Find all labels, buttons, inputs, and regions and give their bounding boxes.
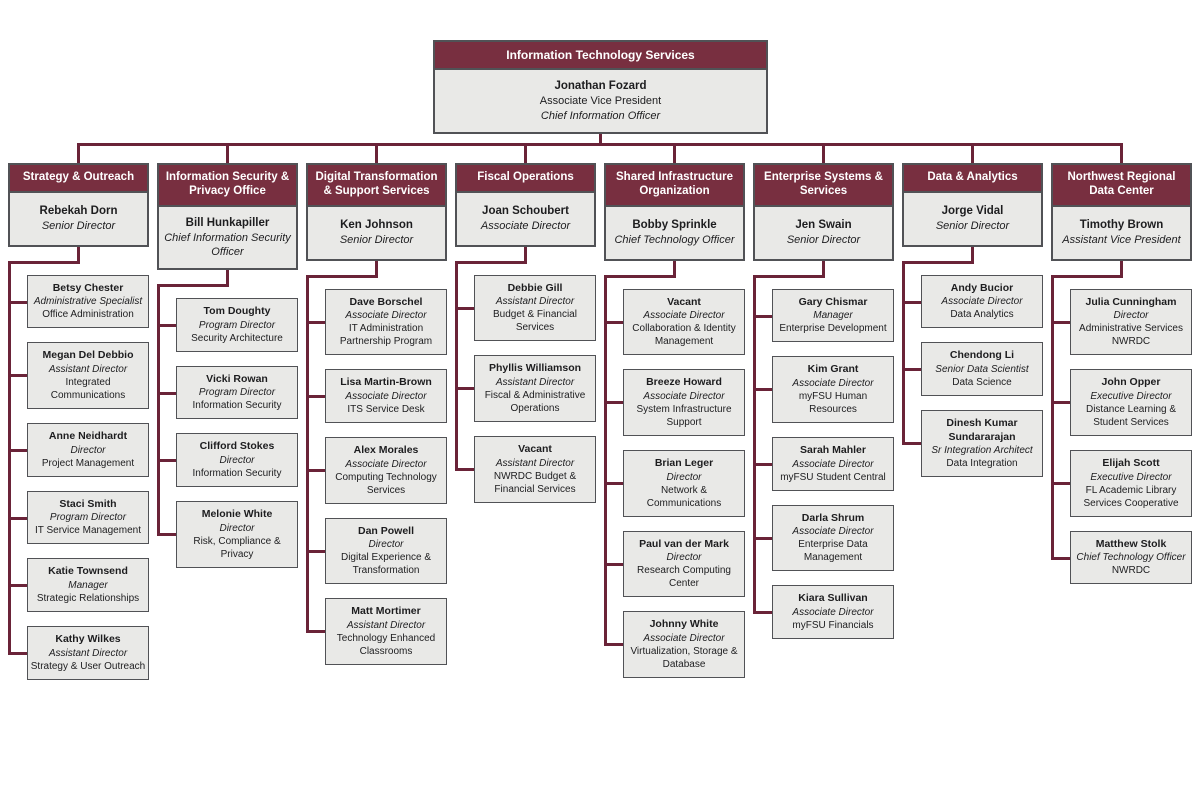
department-reports bbox=[176, 298, 298, 568]
staff-role: Executive Director bbox=[1090, 471, 1172, 483]
staff-unit: Information Security bbox=[192, 468, 282, 480]
connector-line bbox=[971, 247, 974, 261]
staff-role: Associate Director bbox=[792, 377, 874, 389]
department-title: Digital Transformation & Support Services bbox=[308, 165, 445, 207]
staff-unit: IT Administration Partnership Program bbox=[339, 323, 433, 348]
staff-role: Manager bbox=[68, 580, 108, 591]
department-head-box bbox=[8, 163, 149, 247]
staff-name: Gary Chismar bbox=[798, 295, 868, 308]
staff-unit: Office Administration bbox=[42, 309, 134, 321]
staff-role: Associate Director bbox=[345, 310, 427, 322]
staff-name: Alex Morales bbox=[353, 443, 419, 456]
connector-line bbox=[753, 275, 825, 278]
department-head-box bbox=[157, 163, 298, 270]
staff-box bbox=[623, 611, 745, 678]
org-column bbox=[306, 163, 447, 679]
org-column bbox=[902, 163, 1043, 491]
connector-line bbox=[226, 270, 229, 284]
connector-line bbox=[375, 146, 378, 163]
staff-name: Kim Grant bbox=[807, 363, 859, 376]
connector-line bbox=[822, 146, 825, 163]
connector-line bbox=[455, 387, 476, 390]
connector-line bbox=[902, 368, 923, 371]
staff-unit: Computing Technology Services bbox=[335, 471, 437, 496]
department-reports bbox=[1070, 289, 1192, 585]
staff-role: Chief Technology Officer bbox=[1076, 552, 1186, 564]
root-box bbox=[433, 40, 768, 134]
staff-unit: NWRDC Budget & Financial Services bbox=[493, 470, 577, 495]
department-reports bbox=[772, 289, 894, 639]
staff-unit: Fiscal & Administrative Operations bbox=[484, 390, 586, 415]
org-column bbox=[753, 163, 894, 653]
staff-role: Executive Director bbox=[1090, 390, 1172, 402]
staff-box bbox=[772, 585, 894, 639]
staff-box bbox=[1070, 531, 1192, 585]
head-name: Ken Johnson bbox=[340, 218, 413, 231]
staff-role: Director bbox=[70, 444, 106, 456]
staff-box bbox=[1070, 369, 1192, 436]
root-name: Jonathan Fozard bbox=[554, 80, 647, 93]
staff-box bbox=[1070, 289, 1192, 356]
head-name: Bill Hunkapiller bbox=[185, 216, 270, 229]
connector-line bbox=[306, 469, 327, 472]
staff-role: Assistant Director bbox=[48, 647, 128, 659]
root-title: Associate Vice President bbox=[539, 95, 662, 108]
staff-box bbox=[772, 289, 894, 343]
department-title: Data & Analytics bbox=[904, 165, 1041, 193]
connector-line bbox=[599, 134, 602, 143]
staff-name: Katie Townsend bbox=[48, 565, 128, 578]
connector-line bbox=[8, 374, 29, 377]
connector-line bbox=[753, 388, 774, 391]
staff-name: Melonie White bbox=[201, 508, 273, 521]
connector-line bbox=[673, 146, 676, 163]
connector-line bbox=[8, 517, 29, 520]
connector-line bbox=[902, 261, 974, 264]
department-reports bbox=[325, 289, 447, 665]
staff-box bbox=[325, 518, 447, 585]
staff-unit: NWRDC bbox=[1111, 565, 1151, 577]
connector-line bbox=[455, 307, 476, 310]
staff-box bbox=[623, 531, 745, 598]
head-name: Joan Schoubert bbox=[482, 205, 569, 218]
staff-box bbox=[921, 275, 1043, 329]
department-head-box bbox=[1051, 163, 1192, 261]
connector-line bbox=[902, 301, 923, 304]
staff-box bbox=[176, 298, 298, 352]
head-title: Senior Director bbox=[935, 220, 1010, 233]
staff-unit: Project Management bbox=[41, 457, 135, 469]
staff-role: Manager bbox=[813, 310, 853, 322]
connector-line bbox=[1051, 482, 1072, 485]
head-title: Senior Director bbox=[339, 233, 414, 246]
connector-line bbox=[157, 392, 178, 395]
connector-line bbox=[604, 275, 676, 278]
department-reports bbox=[27, 275, 149, 680]
head-name: Bobby Sprinkle bbox=[632, 218, 717, 231]
staff-box bbox=[921, 410, 1043, 477]
connector-line bbox=[1051, 321, 1072, 324]
connector-line bbox=[157, 284, 229, 287]
staff-name: Matt Mortimer bbox=[351, 605, 421, 618]
staff-name: Kiara Sullivan bbox=[798, 592, 868, 605]
staff-unit: myFSU Financials bbox=[792, 619, 874, 631]
department-title: Fiscal Operations bbox=[457, 165, 594, 193]
root-department-title: Information Technology Services bbox=[435, 42, 766, 70]
staff-name: Lisa Martin-Brown bbox=[340, 376, 432, 389]
staff-name: Tom Doughty bbox=[203, 305, 271, 318]
department-head-box bbox=[753, 163, 894, 261]
connector-line bbox=[8, 301, 29, 304]
head-name: Jorge Vidal bbox=[941, 205, 1004, 218]
staff-box bbox=[176, 433, 298, 487]
staff-role: Assistant Director bbox=[495, 296, 575, 308]
connector-line bbox=[673, 261, 676, 275]
staff-box bbox=[325, 289, 447, 356]
staff-name: Dinesh Kumar Sundararajan bbox=[946, 417, 1018, 443]
connector-line bbox=[524, 146, 527, 163]
staff-unit: myFSU Human Resources bbox=[798, 390, 868, 415]
org-column bbox=[604, 163, 745, 692]
staff-role: Associate Director bbox=[643, 390, 725, 402]
head-name: Jen Swain bbox=[795, 218, 852, 231]
staff-box bbox=[27, 491, 149, 545]
staff-unit: Budget & Financial Services bbox=[493, 309, 577, 334]
staff-name: Sarah Mahler bbox=[800, 443, 866, 456]
staff-box bbox=[325, 369, 447, 423]
staff-unit: Strategy & User Outreach bbox=[30, 660, 146, 672]
staff-unit: Strategic Relationships bbox=[36, 593, 140, 604]
staff-role: Associate Director bbox=[792, 458, 874, 470]
staff-name: Vicki Rowan bbox=[206, 372, 268, 385]
staff-box bbox=[921, 342, 1043, 396]
head-title: Chief Technology Officer bbox=[614, 233, 735, 246]
connector-line bbox=[306, 395, 327, 398]
department-reports bbox=[921, 275, 1043, 478]
staff-unit: System Infrastructure Support bbox=[636, 403, 732, 428]
staff-role: Director bbox=[1113, 310, 1149, 322]
connector-line bbox=[8, 449, 29, 452]
head-name: Rebekah Dorn bbox=[39, 205, 118, 218]
connector-line bbox=[604, 321, 625, 324]
staff-name: Brian Leger bbox=[654, 456, 714, 469]
staff-name: Chendong Li bbox=[949, 349, 1015, 362]
connector-line bbox=[604, 563, 625, 566]
connector-line bbox=[1120, 146, 1123, 163]
connector-line bbox=[375, 261, 378, 275]
staff-box bbox=[474, 436, 596, 503]
connector-line bbox=[1051, 401, 1072, 404]
connector-line bbox=[77, 247, 80, 261]
staff-role: Director bbox=[368, 539, 404, 551]
staff-box bbox=[176, 501, 298, 568]
department-title: Enterprise Systems & Services bbox=[755, 165, 892, 207]
connector-line bbox=[306, 630, 327, 633]
department-reports bbox=[623, 289, 745, 678]
connector-line bbox=[1051, 275, 1123, 278]
connector-line bbox=[604, 401, 625, 404]
staff-role: Program Director bbox=[198, 387, 276, 399]
staff-role: Associate Director bbox=[792, 526, 874, 538]
connector-line bbox=[604, 275, 607, 646]
org-column bbox=[1051, 163, 1192, 598]
staff-box bbox=[27, 626, 149, 680]
staff-name: Darla Shrum bbox=[801, 511, 865, 524]
staff-name: Andy Bucior bbox=[950, 281, 1014, 294]
staff-role: Associate Director bbox=[643, 310, 725, 322]
staff-role: Associate Director bbox=[345, 390, 427, 402]
staff-box bbox=[772, 437, 894, 491]
staff-box bbox=[772, 505, 894, 572]
head-title: Senior Director bbox=[41, 220, 116, 233]
connector-line bbox=[77, 146, 80, 163]
connector-line bbox=[1051, 557, 1072, 560]
staff-role: Sr Integration Architect bbox=[931, 445, 1033, 457]
connector-line bbox=[157, 324, 178, 327]
connector-line bbox=[753, 463, 774, 466]
staff-unit: Enterprise Data Management bbox=[798, 539, 868, 564]
connector-line bbox=[8, 261, 80, 264]
connector-line bbox=[902, 261, 905, 445]
staff-role: Assistant Director bbox=[495, 457, 575, 469]
department-title: Northwest Regional Data Center bbox=[1053, 165, 1190, 207]
connector-line bbox=[604, 482, 625, 485]
staff-role: Associate Director bbox=[941, 296, 1023, 308]
connector-line bbox=[157, 284, 160, 536]
staff-box bbox=[27, 423, 149, 477]
org-column bbox=[455, 163, 596, 517]
staff-unit: Network & Communications bbox=[646, 484, 722, 509]
staff-box bbox=[623, 450, 745, 517]
staff-box bbox=[1070, 450, 1192, 517]
staff-name: Clifford Stokes bbox=[199, 440, 275, 453]
staff-unit: Data Analytics bbox=[950, 309, 1014, 321]
staff-name: Johnny White bbox=[649, 618, 719, 631]
staff-role: Director bbox=[219, 522, 255, 534]
org-column bbox=[8, 163, 149, 694]
connector-line bbox=[8, 652, 29, 655]
department-title: Information Security & Privacy Office bbox=[159, 165, 296, 207]
staff-name: John Opper bbox=[1101, 376, 1161, 389]
connector-line bbox=[455, 261, 458, 471]
connector-line bbox=[604, 643, 625, 646]
staff-role: Associate Director bbox=[345, 458, 427, 470]
department-title: Strategy & Outreach bbox=[10, 165, 147, 193]
head-title: Associate Director bbox=[480, 220, 571, 233]
connector-line bbox=[157, 459, 178, 462]
staff-unit: Data Integration bbox=[946, 458, 1018, 470]
connector-line bbox=[753, 611, 774, 614]
staff-name: Breeze Howard bbox=[646, 376, 722, 389]
connector-line bbox=[8, 584, 29, 587]
staff-box bbox=[325, 437, 447, 504]
staff-role: Senior Data Scientist bbox=[935, 364, 1029, 376]
connector-line bbox=[157, 533, 178, 536]
staff-name: Debbie Gill bbox=[507, 281, 563, 294]
staff-box bbox=[27, 558, 149, 612]
staff-unit: Distance Learning & Student Services bbox=[1085, 403, 1177, 428]
connector-line bbox=[524, 247, 527, 261]
staff-unit: Technology Enhanced Classrooms bbox=[336, 632, 436, 657]
staff-unit: Security Architecture bbox=[191, 332, 283, 344]
staff-name: Dan Powell bbox=[357, 524, 414, 537]
connector-line bbox=[902, 442, 923, 445]
staff-box bbox=[623, 289, 745, 356]
connector-line bbox=[1051, 275, 1054, 560]
staff-box bbox=[474, 275, 596, 342]
staff-role: Assistant Director bbox=[48, 364, 128, 376]
staff-role: Associate Director bbox=[643, 632, 725, 644]
staff-name: Staci Smith bbox=[59, 497, 117, 510]
staff-unit: Administrative Services NWRDC bbox=[1079, 323, 1183, 348]
head-title: Chief Information Security Officer bbox=[164, 231, 291, 258]
department-head-box bbox=[902, 163, 1043, 247]
connector-line bbox=[226, 146, 229, 163]
staff-role: Administrative Specialist bbox=[33, 296, 143, 308]
staff-box bbox=[474, 355, 596, 422]
staff-box bbox=[325, 598, 447, 665]
head-name: Timothy Brown bbox=[1079, 218, 1164, 231]
staff-role: Program Director bbox=[49, 512, 127, 524]
staff-role: Director bbox=[666, 552, 702, 564]
org-column bbox=[157, 163, 298, 582]
head-title: Senior Director bbox=[786, 233, 861, 246]
staff-name: Elijah Scott bbox=[1102, 456, 1160, 469]
staff-role: Assistant Director bbox=[495, 377, 575, 389]
staff-unit: FL Academic Library Services Cooperative bbox=[1083, 484, 1179, 509]
staff-role: Assistant Director bbox=[346, 619, 426, 631]
staff-box bbox=[623, 369, 745, 436]
department-reports bbox=[474, 275, 596, 503]
staff-unit: Digital Experience & Transformation bbox=[340, 552, 432, 577]
staff-role: Director bbox=[219, 455, 255, 467]
connector-line bbox=[753, 275, 756, 614]
staff-unit: Information Security bbox=[192, 400, 282, 412]
staff-box bbox=[27, 342, 149, 409]
connector-line bbox=[8, 261, 11, 655]
connector-line bbox=[753, 537, 774, 540]
connector-line bbox=[77, 143, 1123, 146]
staff-unit: ITS Service Desk bbox=[347, 403, 425, 415]
connector-line bbox=[971, 146, 974, 163]
staff-unit: Research Computing Center bbox=[637, 565, 731, 590]
staff-unit: Data Science bbox=[952, 377, 1012, 389]
staff-unit: Integrated Communications bbox=[50, 377, 126, 402]
connector-line bbox=[306, 275, 378, 278]
department-head-box bbox=[306, 163, 447, 261]
connector-line bbox=[455, 468, 476, 471]
staff-unit: Collaboration & Identity Management bbox=[632, 323, 736, 348]
department-title: Shared Infrastructure Organization bbox=[606, 165, 743, 207]
staff-box bbox=[772, 356, 894, 423]
connector-line bbox=[455, 261, 527, 264]
head-title: Assistant Vice President bbox=[1062, 233, 1181, 246]
department-head-box bbox=[455, 163, 596, 247]
department-head-box bbox=[604, 163, 745, 261]
staff-unit: Virtualization, Storage & Database bbox=[630, 645, 738, 670]
connector-line bbox=[753, 315, 774, 318]
staff-unit: Enterprise Development bbox=[779, 323, 887, 335]
staff-name: Vacant bbox=[518, 443, 552, 456]
staff-name: Phyllis Williamson bbox=[488, 362, 582, 375]
connector-line bbox=[306, 550, 327, 553]
connector-line bbox=[1120, 261, 1123, 275]
staff-name: Julia Cunningham bbox=[1085, 295, 1177, 308]
staff-role: Director bbox=[666, 471, 702, 483]
staff-name: Matthew Stolk bbox=[1095, 537, 1167, 550]
root-subtitle: Chief Information Officer bbox=[540, 109, 661, 122]
staff-name: Kathy Wilkes bbox=[55, 633, 121, 645]
staff-unit: Risk, Compliance & Privacy bbox=[193, 535, 281, 560]
staff-name: Anne Neidhardt bbox=[48, 430, 128, 443]
connector-line bbox=[822, 261, 825, 275]
staff-role: Program Director bbox=[198, 319, 276, 331]
staff-name: Megan Del Debbio bbox=[42, 349, 134, 362]
staff-unit: myFSU Student Central bbox=[780, 471, 886, 483]
staff-name: Vacant bbox=[667, 295, 701, 308]
staff-name: Betsy Chester bbox=[52, 281, 124, 294]
staff-name: Paul van der Mark bbox=[639, 537, 729, 550]
staff-box bbox=[27, 275, 149, 329]
staff-box bbox=[176, 366, 298, 420]
connector-line bbox=[306, 275, 309, 633]
connector-line bbox=[306, 321, 327, 324]
staff-name: Dave Borschel bbox=[349, 295, 423, 308]
staff-unit: IT Service Management bbox=[35, 525, 141, 537]
staff-role: Associate Director bbox=[792, 606, 874, 618]
